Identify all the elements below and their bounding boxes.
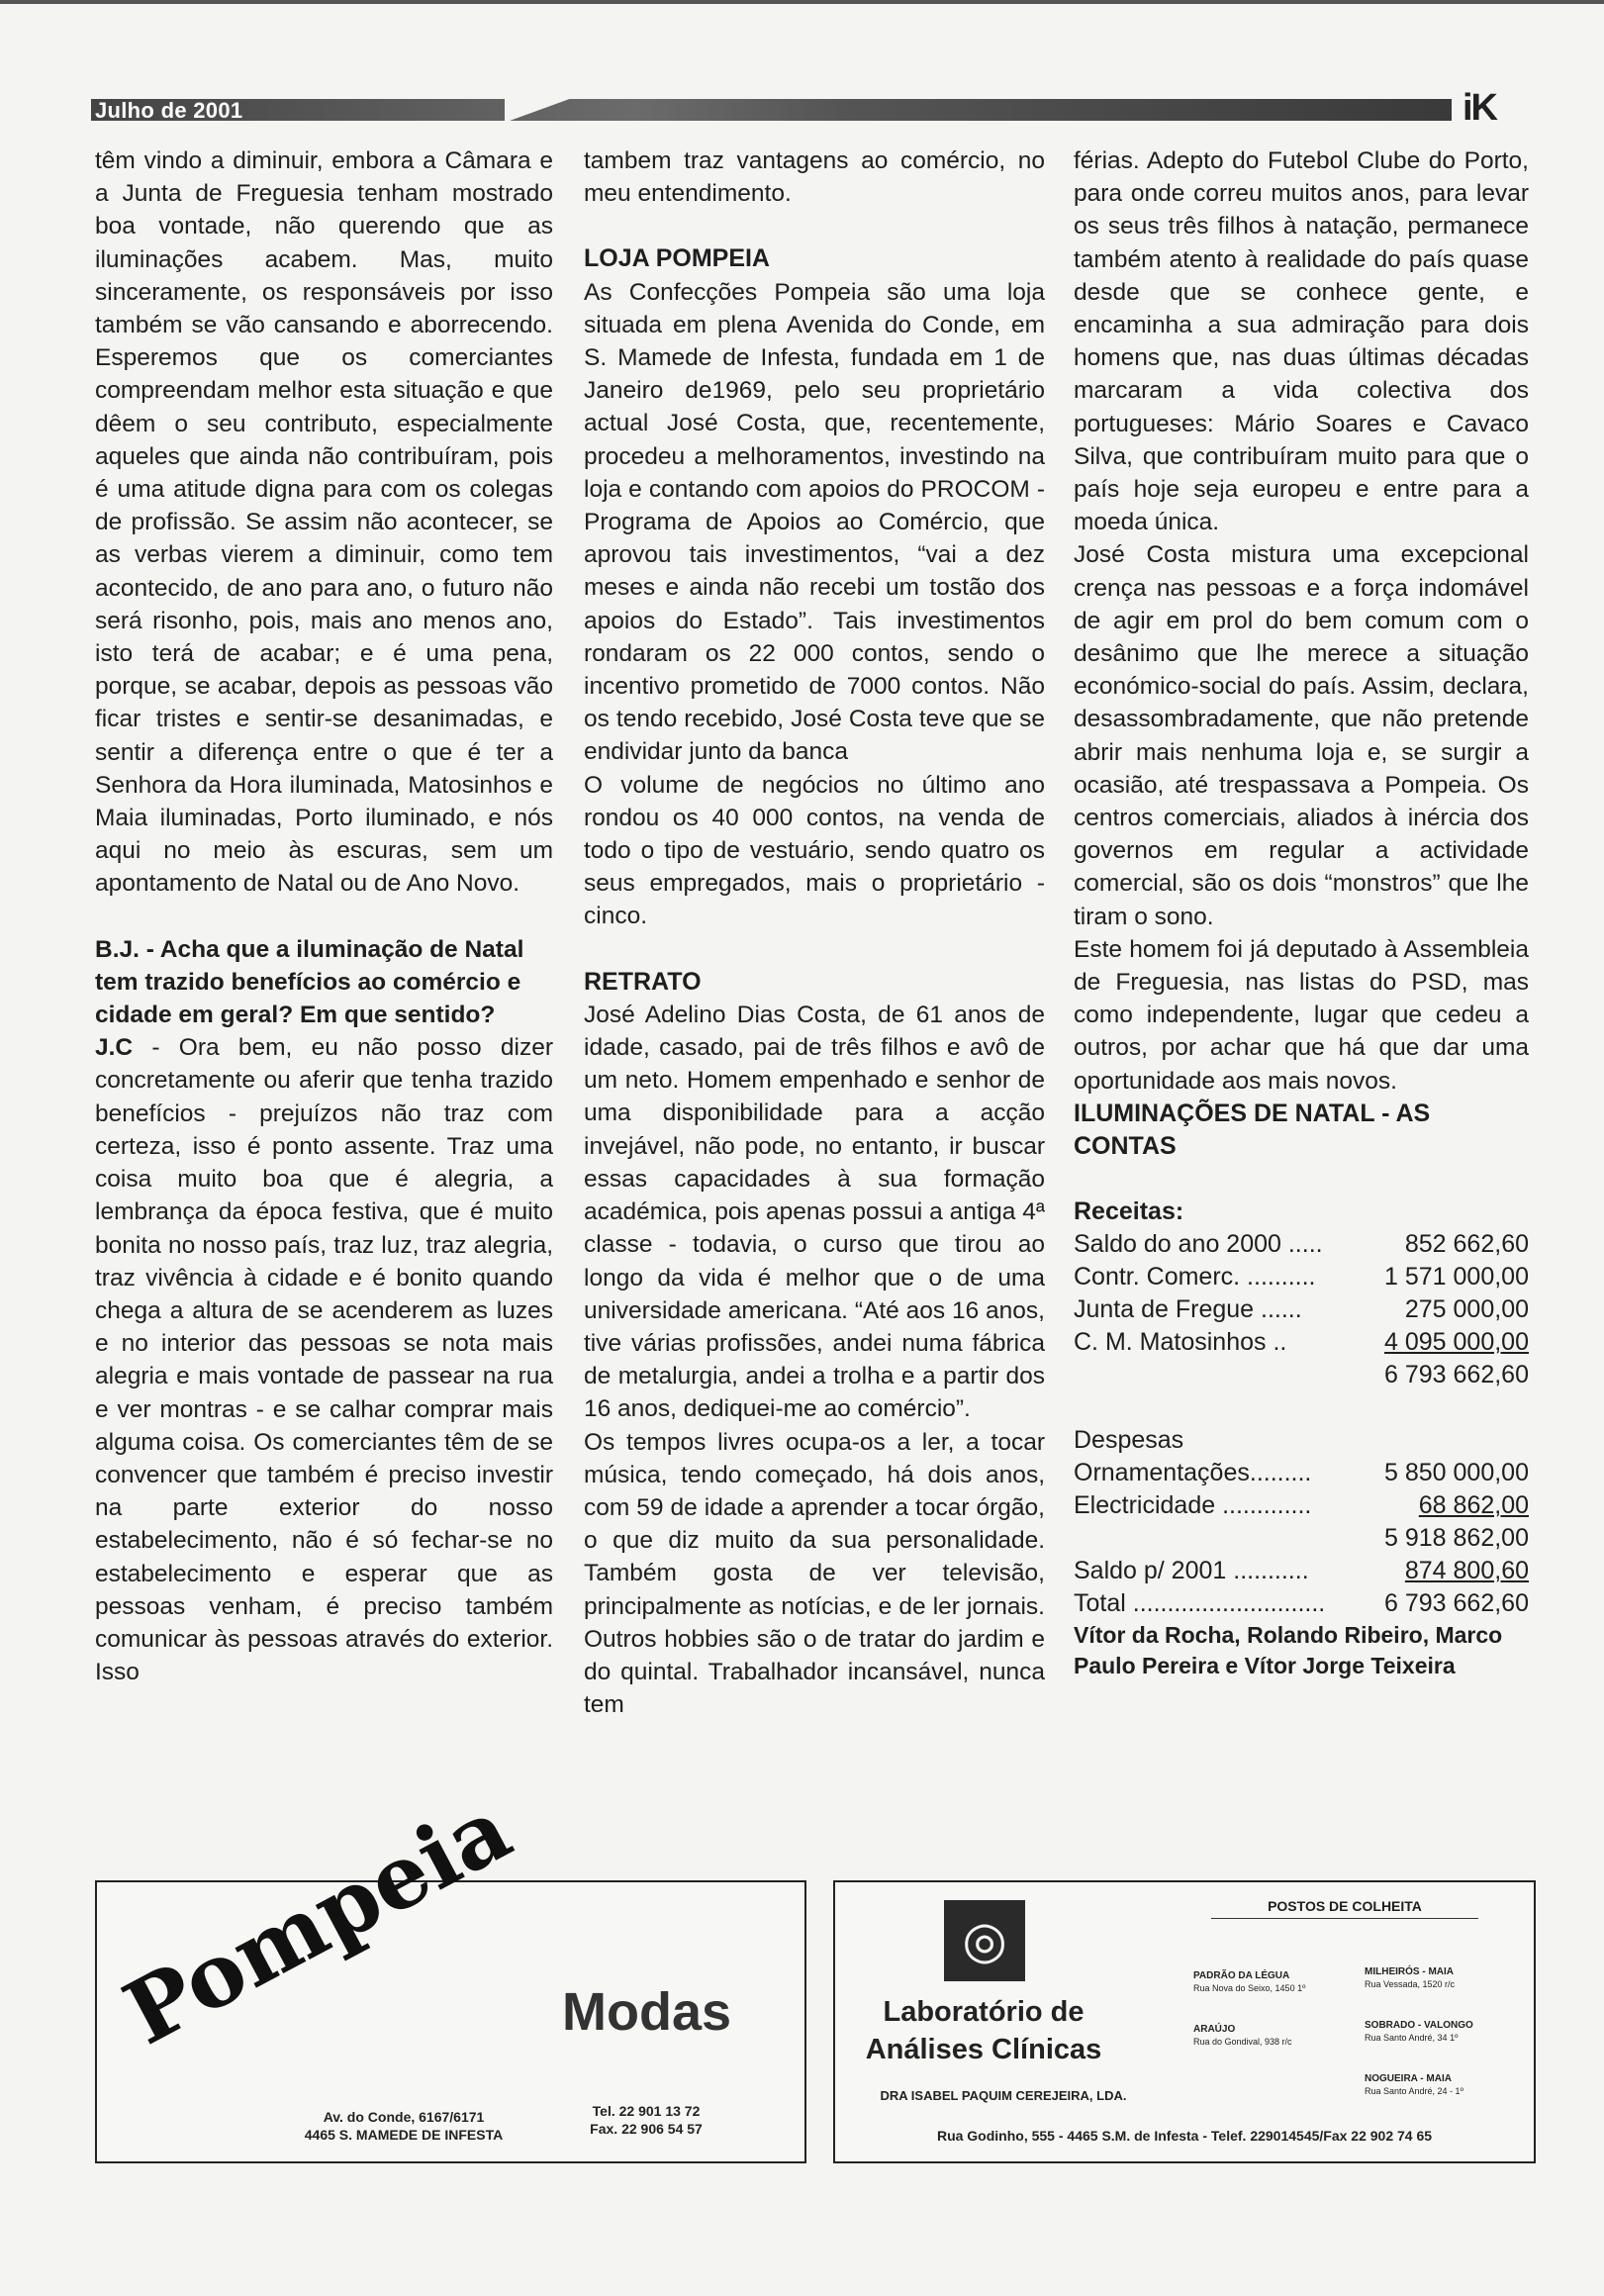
posto-item: MILHEIRÓS - MAIA Rua Vessada, 1520 r/c	[1365, 1966, 1456, 1989]
answer-prefix: J.C	[95, 1034, 134, 1062]
column-1	[95, 144, 553, 1688]
interview-question: B.J. - Acha que a iluminação de Natal tem trazido benefícios ao comércio e cidade em geral? Em que sentido?	[95, 935, 524, 1029]
modas-label: Modas	[562, 1982, 732, 2042]
receitas-heading: Receitas:	[1074, 1197, 1184, 1226]
posto-item: ARAÚJO Rua do Gondival, 938 r/c	[1193, 2024, 1292, 2047]
table-row: Contr. Comerc. .......... 1 571 000,00	[1074, 1263, 1529, 1292]
section-heading-retrato: RETRATO	[584, 967, 702, 996]
section-heading-contas: ILUMINAÇÕES DE NATAL - AS CONTAS	[1074, 1099, 1431, 1161]
paragraph: têm vindo a diminuir, embora a Câmara e a Junta de Freguesia tenham mostrado boa vontade, não querendo que as iluminações acabem. Mas, muito sinceramente, os responsáveis por isso também se vão cansando e aborrecendo. Esperemos que os comerciantes compreendam melhor esta situação e que dêem o seu contributo, especialmente aqueles que ainda não contribuíram, pois é uma atitude digna para com os colegas de profissão. Se assim não acontecer, se as verbas vierem a diminuir, como tem acontecido, de ano para ano, o futuro não será risonho, pois, mais ano menos ano, isto terá de acabar; e é uma pena, porque, se acabar, depois as pessoas vão ficar tristes e sentir-se desanimadas, e sentir a diferença entre o que é ter a Senhora da Hora iluminada, Matosinhos e Maia iluminadas, Porto iluminado, e nós aqui no meio às escuras, sem um apontamento de Natal ou de Ano Novo.	[95, 147, 553, 898]
posto-item: SOBRADO - VALONGO Rua Santo André, 34 1º	[1365, 2020, 1473, 2043]
header-band	[91, 99, 1452, 121]
table-row: Total ............................ 6 793 662,60	[1074, 1589, 1529, 1618]
answer-text: - Ora bem, eu não posso dizer concretamente ou aferir que tenha trazido benefícios - prejuízos não traz com certeza, isso é ponto assente. Traz uma coisa muito boa que é alegria, a lembrança da época festiva, que é muito bonita no nosso país, traz luz, traz alegria, traz vivência à cidade e é bonito quando chega a altura de se acenderem as luzes e no interior das pessoas se nota mais alegria e mais vontade de passear na rua e ver montras - e se calhar comprar mais alguma coisa. Os comerciantes têm de se convencer que também é preciso investir na parte exterior do nosso estabelecimento, não é só fechar-se no estabelecimento e esperar que as pessoas venham, é preciso também comunicar às pessoas através do exterior. Isso	[95, 1034, 553, 1686]
table-row: Junta de Fregue ...... 275 000,00	[1074, 1295, 1529, 1324]
lab-company: DRA ISABEL PAQUIM CEREJEIRA, LDA.	[880, 2088, 1127, 2103]
paragraph: tambem traz vantagens ao comércio, no meu entendimento.	[584, 147, 1045, 208]
despesas-heading: Despesas	[1074, 1426, 1184, 1455]
column-2	[584, 144, 1045, 1721]
paragraph: Os tempos livres ocupa-os a ler, a tocar música, tendo começado, há dois anos, com 59 de idade a aprender a tocar órgão, o que diz muito da sua personalidade. Também gosta de ver televisão, principalmente as notícias, e de ler jornais. Outros hobbies são o de tratar do jardim e do quintal. Trabalhador incansável, nunca tem	[584, 1428, 1045, 1719]
paragraph: férias. Adepto do Futebol Clube do Porto, para onde correu muitos anos, para levar os seus três filhos à natação, permanece também atento à realidade do país quase desde que se conhece gente, e encaminha a sua admiração para dois homens que, nas duas últimas décadas marcaram a vida colectiva dos portugueses: Mário Soares e Cavaco Silva, que contribuíram muito para que o país hoje seja europeu e entre para a moeda única.	[1074, 147, 1529, 536]
pompeia-address: Av. do Conde, 6167/6171 4465 S. MAMEDE DE INFESTA	[304, 2109, 504, 2143]
masthead-logo: iK	[1462, 87, 1496, 129]
table-row: Saldo do ano 2000 ..... 852 662,60	[1074, 1230, 1529, 1259]
paragraph: José Costa mistura uma excepcional crença nas pessoas e a força indomável de agir em prol do bem comum com o desânimo que lhe merece a situação económico-social do país. Assim, declara, desassombradamente, que não pretende abrir mais nenhuma loja e, se surgir a ocasião, até trespassava a Pompeia. Os centros comerciais, aliados à inércia dos governos em regular a actividade comercial, são os dois “monstros” que lhe tiram o sono.	[1074, 541, 1529, 930]
postos-heading: POSTOS DE COLHEITA	[1211, 1898, 1478, 1919]
pompeia-logo: Pompeia	[108, 1776, 527, 2064]
posto-item: NOGUEIRA - MAIA Rua Santo André, 24 - 1º	[1365, 2073, 1463, 2096]
ad-pompeia	[95, 1776, 806, 2163]
posto-item: PADRÃO DA LÉGUA Rua Nova do Seixo, 1450 1º	[1193, 1970, 1306, 1993]
paragraph: José Adelino Dias Costa, de 61 anos de idade, casado, pai de três filhos e avô de um neto. Homem empenhado e senhor de uma disponibilidade para a acção invejável, não pode, no entanto, ir buscar essas capacidades à sua formação académica, pois apenas possui a antiga 4ª classe - todavia, o curso que tirou ao longo da vida é melhor que o de uma universidade americana. “Até aos 16 anos, tive várias profissões, andei numa fábrica de metalurgia, andei a trolha e a partir dos 16 anos, dediquei-me ao comércio”.	[584, 1001, 1045, 1423]
header-wedge	[505, 95, 584, 121]
column-3	[1074, 144, 1529, 1681]
paragraph: As Confecções Pompeia são uma loja situada em plena Avenida do Conde, em S. Mamede de Infesta, fundada em 1 de Janeiro de1969, pelo seu proprietário actual José Costa, que, recentemente, procedeu a melhoramentos, investindo na loja e contando com apoios do PROCOM - Programa de Apoios ao Comércio, que aprovou tais investimentos, “vai a dez meses e ainda não recebi um tostão dos apoios do Estado”. Tais investimentos rondaram os 22 000 contos, sendo o incentivo prometido de 7000 contos. Não os tendo recebido, José Costa teve que se endividar junto da banca	[584, 278, 1045, 766]
despesas-subtotal: 5 918 862,00	[1384, 1524, 1529, 1553]
receitas-total: 6 793 662,60	[1384, 1361, 1529, 1389]
lab-logo-icon: ◎	[944, 1900, 1025, 1981]
table-row: Ornamentações......... 5 850 000,00	[1074, 1459, 1529, 1487]
interview-answer	[95, 1031, 553, 1688]
ad-laboratorio	[833, 1880, 1536, 2163]
paragraph: Este homem foi já deputado à Assembleia de Freguesia, nas listas do PSD, mas como independente, lugar que cedeu a outros, por achar que há que dar uma oportunidade aos mais novos.	[1074, 935, 1529, 1095]
top-rule	[0, 0, 1604, 4]
byline: Vítor da Rocha, Rolando Ribeiro, Marco Paulo Pereira e Vítor Jorge Teixeira	[1074, 1622, 1503, 1679]
table-row: C. M. Matosinhos .. 4 095 000,00	[1074, 1328, 1529, 1357]
lab-name: Laboratório de Análises Clínicas	[865, 1996, 1102, 2065]
pompeia-contacts: Tel. 22 901 13 72 Fax. 22 906 54 57	[590, 2103, 703, 2137]
accounts-table	[1074, 1196, 1529, 1620]
issue-date: Julho de 2001	[95, 98, 243, 123]
section-heading-loja: LOJA POMPEIA	[584, 244, 770, 273]
paragraph: O volume de negócios no último ano rondou os 40 000 contos, na venda de todo o tipo de vestuário, sendo quatro os seus empregados, mais o proprietário - cinco.	[584, 771, 1045, 930]
table-row: Saldo p/ 2001 ........... 874 800,60	[1074, 1557, 1529, 1585]
lab-footer: Rua Godinho, 555 - 4465 S.M. de Infesta - Telef. 229014545/Fax 22 902 74 65	[936, 2128, 1433, 2144]
table-row: Electricidade ............. 68 862,00	[1074, 1491, 1529, 1520]
